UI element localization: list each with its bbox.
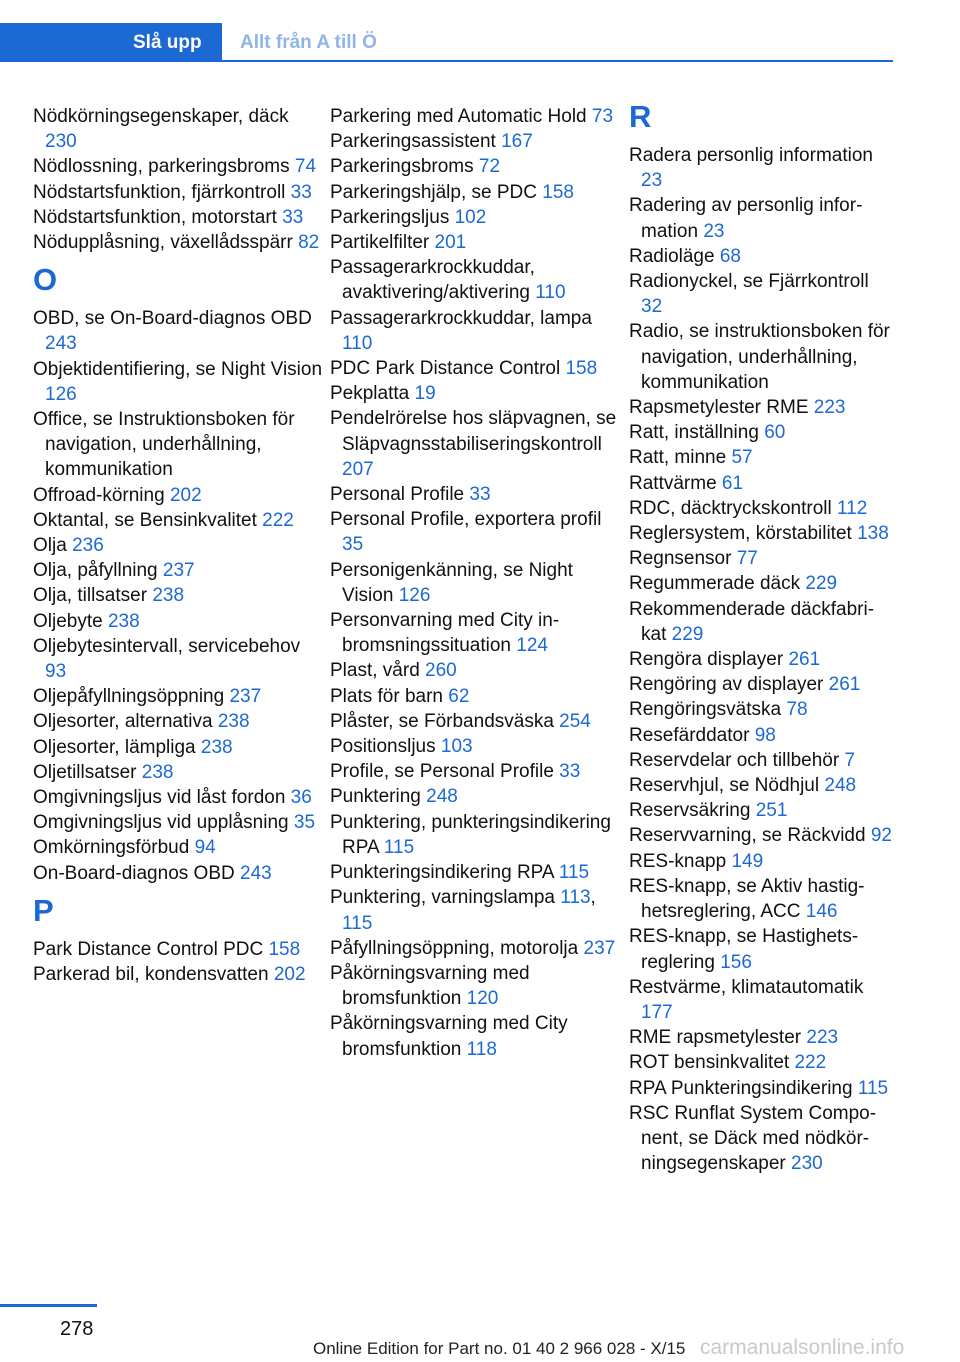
- index-column-2: [330, 104, 620, 1062]
- index-entry: [629, 269, 893, 319]
- index-entry: [33, 962, 323, 987]
- page-ref-link[interactable]: 149: [731, 850, 764, 872]
- index-entry: [629, 874, 893, 924]
- page-ref-link[interactable]: 98: [754, 724, 776, 746]
- index-entry-text: Partikelfilter: [330, 232, 430, 254]
- page-ref-link[interactable]: 222: [262, 509, 294, 531]
- index-entry: [33, 861, 323, 886]
- index-entry: [629, 697, 893, 722]
- page-ref-link[interactable]: 102: [454, 206, 487, 228]
- page-ref-link[interactable]: 74: [294, 156, 317, 178]
- watermark-text: carmanualsonline.info: [700, 1336, 905, 1359]
- index-entry-text: Omgivningsljus vid låst fordon: [33, 787, 286, 809]
- page-ref-link[interactable]: 223: [806, 1027, 839, 1049]
- index-entry-text: Nödkörningsegenskaper, däck: [33, 106, 289, 127]
- index-entry: [629, 647, 893, 672]
- page-ref-link[interactable]: 103: [440, 736, 473, 758]
- page-ref-link[interactable]: 110: [342, 332, 373, 354]
- index-entry-text: Oljebyte: [33, 610, 103, 632]
- index-entry: [629, 395, 893, 420]
- footer-rule: [0, 1304, 97, 1307]
- index-entry: [629, 143, 893, 193]
- index-entry: [629, 471, 893, 496]
- index-entry: [330, 860, 620, 885]
- page-ref-link[interactable]: 158: [542, 181, 574, 203]
- index-entry-text: Parkerad bil, kondensvatten: [33, 964, 269, 986]
- page-ref-link[interactable]: 73: [591, 106, 614, 127]
- page-ref-link[interactable]: 115: [342, 912, 373, 934]
- index-entry-text: Olja: [33, 535, 67, 557]
- page-ref-link[interactable]: 238: [152, 585, 185, 607]
- index-entry: [33, 357, 323, 407]
- page-ref-link[interactable]: 110: [535, 282, 566, 304]
- index-column-3: [629, 99, 893, 1176]
- page-ref-link[interactable]: 251: [755, 800, 788, 822]
- page-ref-link[interactable]: 115: [383, 836, 415, 858]
- page-ref-link[interactable]: 156: [720, 951, 752, 973]
- index-entry-text: Oljebytesintervall, servicebehov: [33, 635, 301, 657]
- index-entry-text: Radio, se instruktionsboken för navigation, underhållning, kommunikation: [629, 321, 890, 393]
- index-entry: [33, 785, 323, 810]
- index-entry: [629, 1050, 893, 1075]
- index-entry-text: Nödupplåsning, växellådsspärr: [33, 232, 293, 254]
- index-entry-text: Parkeringsljus: [330, 206, 450, 228]
- index-entry: [330, 961, 620, 1011]
- index-entry-text: RDC, däcktryckskontroll: [629, 497, 832, 519]
- page-ref-link[interactable]: 261: [828, 674, 861, 696]
- page-ref-link[interactable]: 33: [559, 761, 581, 783]
- page-ref-link[interactable]: 60: [764, 422, 786, 444]
- page-ref-link[interactable]: 146: [805, 901, 838, 923]
- index-entry-text: Plats för barn: [330, 685, 443, 707]
- page-ref-link[interactable]: 237: [229, 686, 262, 708]
- index-entry-text: Positionsljus: [330, 736, 436, 758]
- page-ref-link[interactable]: 120: [466, 988, 499, 1010]
- index-entry: [330, 684, 620, 709]
- index-entry: [33, 760, 323, 785]
- index-entry-text: RES-knapp: [629, 850, 727, 872]
- index-entry-text: Påkörningsvarning med bromsfunktion: [330, 962, 530, 1010]
- index-entry: [629, 546, 893, 571]
- index-entry: [330, 885, 620, 935]
- index-entry-text: Resefärddator: [629, 724, 750, 746]
- index-entry-text: Pendelrörelse hos släpvagnen, se Släpvagnsstabiliseringskontroll: [330, 408, 617, 455]
- index-entry-text: Reservsäkring: [629, 800, 751, 822]
- index-entry: [330, 759, 620, 784]
- page-ref-link[interactable]: 207: [342, 458, 374, 480]
- index-entry: [33, 205, 323, 230]
- index-entry: [330, 255, 620, 305]
- page-ref-link[interactable]: 115: [558, 862, 590, 884]
- index-entry-text: Profile, se Personal Profile: [330, 761, 554, 783]
- index-entry: [330, 381, 620, 406]
- page-ref-link[interactable]: 230: [45, 131, 77, 153]
- index-entry-text: Restvärme, klimatautomatik: [629, 976, 864, 998]
- page-ref-link[interactable]: 202: [169, 484, 202, 506]
- page-ref-link[interactable]: 7: [844, 749, 856, 771]
- index-entry-text: Rengöra displayer: [629, 649, 784, 671]
- page-ref-link[interactable]: 61: [721, 472, 744, 494]
- index-entry-text: Omgivningsljus vid upplåsning: [33, 812, 289, 834]
- index-entry-text: Oljesorter, lämpliga: [33, 736, 196, 758]
- index-entry: [629, 1076, 893, 1101]
- page-ref-link[interactable]: 23: [703, 220, 725, 242]
- index-entry-text: Nödstartsfunktion, fjärrkontroll: [33, 181, 286, 203]
- page-ref-link[interactable]: 126: [398, 584, 431, 606]
- index-entry: [330, 154, 620, 179]
- tab-sla-upp[interactable]: Slå upp: [0, 23, 222, 60]
- page-ref-link[interactable]: 236: [72, 535, 104, 557]
- page-ref-link[interactable]: 92: [870, 825, 892, 847]
- index-entry: [330, 734, 620, 759]
- page-ref-link[interactable]: 33: [469, 484, 491, 506]
- index-entry: [629, 193, 893, 243]
- index-entry: [33, 684, 323, 709]
- index-entry-text: Personvarning med City inbromsningssituation: [330, 610, 560, 657]
- page-ref-link[interactable]: 243: [45, 333, 77, 355]
- index-entry-text: Punkteringsindikering RPA: [330, 862, 554, 884]
- index-entry: [629, 420, 893, 445]
- page-ref-link[interactable]: 201: [434, 232, 467, 254]
- index-entry-text: RPA Punkteringsindikering: [629, 1077, 853, 1099]
- section-letter: O: [33, 262, 58, 298]
- page-ref-link[interactable]: 237: [162, 560, 195, 582]
- page-ref-link[interactable]: 238: [107, 610, 140, 632]
- index-entry-text: Nödlossning, parkeringsbroms: [33, 156, 290, 178]
- index-entry: [629, 571, 893, 596]
- index-entry-text: Reservdelar och tillbehör: [629, 749, 840, 771]
- index-entry-text: Personigenkänning, se Night Vision: [330, 559, 573, 606]
- index-entry-text: PDC Park Distance Control: [330, 358, 561, 380]
- index-entry: [629, 748, 893, 773]
- page-ref-link[interactable]: 118: [466, 1038, 497, 1060]
- page-ref-link[interactable]: 248: [426, 786, 458, 808]
- index-entry: [330, 482, 620, 507]
- index-entry: [330, 507, 620, 557]
- index-entry-text: Radera personlig information: [629, 145, 873, 166]
- page-ref-link[interactable]: 229: [805, 573, 838, 595]
- index-entry-text: Punktering: [330, 786, 421, 808]
- page-number: 278: [60, 1318, 94, 1340]
- index-entry-text: Regummerade däck: [629, 573, 801, 595]
- index-entry: [33, 709, 323, 734]
- index-entry: [330, 658, 620, 683]
- index-entry-text: Plast, vård: [330, 660, 420, 682]
- index-entry: [33, 835, 323, 860]
- index-entry-text: Plåster, se Förbandsväska: [330, 710, 554, 732]
- index-entry-text: Objektidentifiering, se Night Vision: [33, 358, 323, 380]
- index-entry-text: Passagerarkrockkuddar, avaktivering/aktivering: [330, 257, 535, 304]
- page-ref-link[interactable]: 19: [414, 383, 436, 405]
- index-entry-text: Radionyckel, se Fjärrkontroll: [629, 271, 869, 293]
- index-entry: [330, 180, 620, 205]
- index-entry: [629, 445, 893, 470]
- index-entry: [33, 583, 323, 608]
- index-entry: [33, 735, 323, 760]
- page-ref-link[interactable]: 248: [824, 775, 857, 797]
- page-ref-link[interactable]: 33: [290, 181, 312, 203]
- index-entry: [330, 810, 620, 860]
- page-ref-link[interactable]: 222: [794, 1052, 827, 1074]
- index-entry: [33, 558, 323, 583]
- edition-note: Online Edition for Part no. 01 40 2 966 028 - X/15: [313, 1339, 686, 1358]
- index-entry: [330, 129, 620, 154]
- tab-allt-fran-a-till-o[interactable]: Allt från A till Ö: [240, 32, 377, 53]
- index-entry-text: Oljetillsatser: [33, 761, 137, 783]
- index-entry: [33, 937, 323, 962]
- index-entry: [33, 533, 323, 558]
- page-ref-link[interactable]: 229: [671, 623, 704, 645]
- index-entry-text: Punktering, varningslampa: [330, 887, 555, 909]
- index-entry: [629, 1025, 893, 1050]
- index-entry: [330, 709, 620, 734]
- index-entry-text: Personal Profile: [330, 484, 465, 506]
- page-ref-link[interactable]: 238: [200, 736, 233, 758]
- section-letter: R: [629, 99, 652, 134]
- page-ref-separator: ,: [590, 887, 596, 909]
- page-ref-link[interactable]: 77: [736, 548, 758, 570]
- page-ref-link[interactable]: 138: [857, 523, 889, 545]
- index-entry-text: Olja, påfyllning: [33, 560, 158, 582]
- index-entry: [330, 784, 620, 809]
- page-ref-link[interactable]: 238: [141, 761, 174, 783]
- index-entry-text: Parkering med Automatic Hold: [330, 106, 587, 127]
- page-ref-link[interactable]: 126: [45, 383, 77, 405]
- page-ref-link[interactable]: 35: [342, 534, 364, 556]
- index-entry: [629, 1101, 893, 1177]
- index-entry: [629, 319, 893, 395]
- page-ref-link[interactable]: 33: [282, 206, 304, 228]
- index-entry: [330, 406, 620, 482]
- index-entry-text: Oktantal, se Bensinkvalitet: [33, 509, 257, 531]
- page-ref-link[interactable]: 35: [293, 812, 316, 834]
- index-entry: [629, 244, 893, 269]
- page-ref-link[interactable]: 36: [290, 787, 312, 809]
- index-entry-text: RES-knapp, se Aktiv hastighetsreglering, ACC: [629, 875, 865, 923]
- page-ref-link[interactable]: 243: [240, 862, 272, 884]
- page-ref-link[interactable]: 223: [813, 397, 846, 419]
- index-entry: [629, 521, 893, 546]
- index-entry-text: Rekommenderade däckfabrikat: [629, 598, 875, 645]
- page-ref-link[interactable]: 32: [641, 296, 663, 318]
- index-entry-text: Oljepåfyllningsöppning: [33, 686, 225, 708]
- page-ref-link[interactable]: 93: [45, 661, 67, 683]
- page-ref-link[interactable]: 237: [583, 937, 616, 959]
- index-entry: [33, 634, 323, 684]
- index-entry-text: Regnsensor: [629, 548, 732, 570]
- page-ref-link[interactable]: 115: [857, 1077, 889, 1099]
- index-entry: [33, 154, 323, 179]
- index-entry-text: Olja, tillsatser: [33, 585, 148, 607]
- page-ref-link[interactable]: 254: [559, 710, 591, 732]
- index-entry-text: Nödstartsfunktion, motorstart: [33, 206, 277, 228]
- index-entry-text: Pekplatta: [330, 383, 410, 405]
- index-entry-text: Påfyllningsöppning, motorolja: [330, 937, 579, 959]
- page-ref-link[interactable]: 78: [786, 699, 808, 721]
- index-entry-text: Offroad-körning: [33, 484, 165, 506]
- index-entry: [330, 104, 620, 129]
- index-entry-text: Reservvarning, se Räckvidd: [629, 825, 866, 847]
- page-ref-link[interactable]: 23: [641, 170, 663, 192]
- index-entry: [629, 672, 893, 697]
- index-entry-text: Rapsmetylester RME: [629, 397, 809, 419]
- index-entry-text: Office, se Instruktionsboken för navigation, underhållning, kommunikation: [33, 409, 295, 481]
- page-ref-link[interactable]: 158: [565, 358, 598, 380]
- index-entry-text: Rengöringsvätska: [629, 699, 782, 721]
- index-entry-text: OBD, se On-Board-diagnos OBD: [33, 308, 312, 330]
- index-entry: [33, 609, 323, 634]
- index-entry: [629, 849, 893, 874]
- tab-bar-divider: [0, 60, 893, 62]
- index-entry-text: ROT bensinkvalitet: [629, 1052, 790, 1074]
- page-ref-link[interactable]: 57: [731, 447, 753, 469]
- page-ref-link[interactable]: 230: [791, 1153, 823, 1175]
- index-entry-text: Ratt, minne: [629, 447, 727, 469]
- index-entry: [629, 798, 893, 823]
- page-ref-link[interactable]: 202: [273, 964, 306, 986]
- index-entry-text: Parkeringsbroms: [330, 156, 474, 178]
- page-ref-link[interactable]: 72: [478, 156, 501, 178]
- index-entry: [33, 104, 323, 154]
- index-entry-text: RES-knapp, se Hastighetsreglering: [629, 926, 859, 973]
- index-entry-text: Punktering, punkteringsindikering RPA: [330, 811, 611, 858]
- index-entry: [629, 773, 893, 798]
- page-ref-link[interactable]: 158: [268, 938, 301, 960]
- page-ref-link[interactable]: 167: [501, 131, 533, 153]
- page-ref-link[interactable]: 113: [560, 887, 591, 909]
- index-entry: [330, 608, 620, 658]
- page-ref-link[interactable]: 68: [719, 245, 741, 267]
- index-entry-text: Reglersystem, körstabilitet: [629, 523, 852, 545]
- index-entry-text: Påkörningsvarning med City bromsfunktion: [330, 1013, 568, 1060]
- index-entry-text: Rengöring av displayer: [629, 674, 824, 696]
- page-ref-link[interactable]: 238: [217, 711, 250, 733]
- page-ref-link[interactable]: 260: [425, 660, 457, 682]
- index-entry-text: Radioläge: [629, 245, 715, 267]
- index-entry-text: Omkörningsförbud: [33, 837, 190, 859]
- index-entry: [33, 810, 323, 835]
- index-entry-text: RME rapsmetylester: [629, 1027, 802, 1049]
- index-entry-text: Passagerarkrockkuddar, lampa: [330, 307, 592, 329]
- index-entry: [330, 558, 620, 608]
- page-ref-link[interactable]: 261: [788, 649, 821, 671]
- index-entry-text: RSC Runflat System Component, se Däck med nödkörningsegenskaper: [629, 1102, 877, 1175]
- page-ref-link[interactable]: 177: [641, 1001, 673, 1023]
- index-column-1: [33, 104, 323, 987]
- index-entry-text: Oljesorter, alternativa: [33, 711, 213, 733]
- index-entry: [330, 1011, 620, 1061]
- index-entry: [33, 483, 323, 508]
- index-entry: [330, 356, 620, 381]
- index-entry: [629, 723, 893, 748]
- index-entry: [629, 823, 893, 848]
- page-ref-link[interactable]: 62: [448, 685, 470, 707]
- index-entry: [629, 597, 893, 647]
- index-entry-text: Parkeringshjälp, se PDC: [330, 181, 537, 203]
- index-entry: [33, 230, 323, 255]
- index-entry: [330, 936, 620, 961]
- section-letter: P: [33, 892, 54, 928]
- index-entry-text: Parkeringsassistent: [330, 131, 496, 153]
- index-entry-text: Personal Profile, exportera profil: [330, 509, 602, 531]
- index-entry-text: Radering av personlig information: [629, 195, 863, 242]
- page-ref-link[interactable]: 82: [298, 232, 320, 254]
- top-tab-bar: [0, 0, 960, 62]
- index-entry-text: Park Distance Control PDC: [33, 938, 264, 960]
- index-entry: [33, 508, 323, 533]
- index-entry: [629, 496, 893, 521]
- page-ref-link[interactable]: 94: [194, 837, 216, 859]
- index-entry-text: Rattvärme: [629, 472, 717, 494]
- index-entry: [33, 306, 323, 356]
- index-entry-text: Ratt, inställning: [629, 422, 759, 444]
- index-entry: [330, 306, 620, 356]
- page-ref-link[interactable]: 112: [837, 497, 868, 519]
- index-entry: [33, 180, 323, 205]
- index-entry: [629, 924, 893, 974]
- index-entry: [330, 205, 620, 230]
- index-entry: [330, 230, 620, 255]
- page-ref-link[interactable]: 124: [516, 635, 548, 657]
- index-entry: [629, 975, 893, 1025]
- index-entry: [33, 407, 323, 483]
- index-entry-text: On-Board-diagnos OBD: [33, 862, 235, 884]
- index-entry-text: Reservhjul, se Nödhjul: [629, 775, 820, 797]
